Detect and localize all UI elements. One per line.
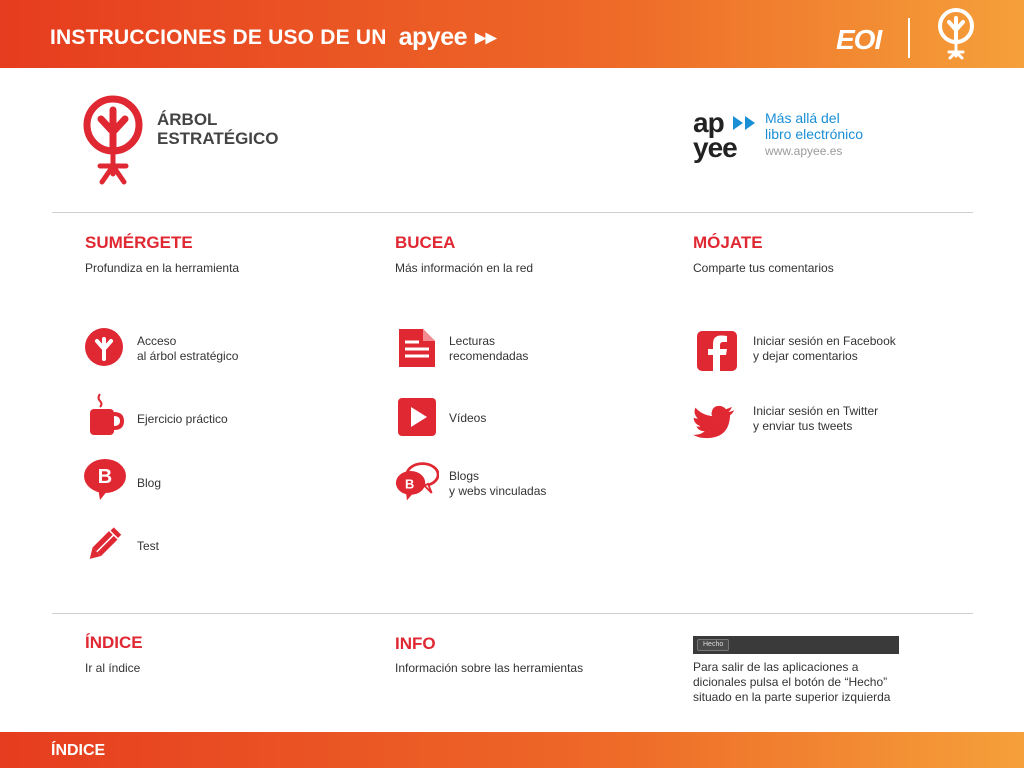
- hecho-toolbar-illustration: [693, 636, 899, 654]
- apyee-tagline-line2: libro electrónico: [765, 126, 864, 142]
- hecho-note-line3: situado en la parte superior izquierda: [693, 690, 891, 704]
- item-label-line2: y webs vinculadas: [449, 484, 547, 498]
- item-label-line1: Iniciar sesión en Twitter: [753, 404, 879, 418]
- section-subtitle-info: Información sobre las herramientas: [395, 661, 584, 675]
- header-brand-arrows-icon: ▸▸: [475, 26, 497, 49]
- apyee-tagline-line1: Más allá del: [765, 110, 840, 126]
- arbol-title-line2: ESTRATÉGICO: [157, 129, 279, 148]
- item-twitter[interactable]: [692, 400, 932, 444]
- section-subtitle-mojate: Comparte tus comentarios: [693, 261, 834, 275]
- item-label: Vídeos: [449, 411, 487, 425]
- item-label-line1: Blogs: [449, 469, 480, 483]
- section-subtitle-sumergete: Profundiza en la herramienta: [85, 261, 240, 275]
- item-blog[interactable]: [84, 458, 284, 502]
- apyee-arrows-icon: [733, 116, 757, 130]
- header-brand: apyee: [398, 23, 468, 51]
- hecho-note: [693, 660, 890, 705]
- item-facebook[interactable]: [696, 330, 936, 374]
- apyee-tagline: [765, 110, 863, 142]
- arbol-title: [157, 110, 279, 148]
- item-blogs-webs[interactable]: [395, 460, 595, 504]
- item-label-line2: recomendadas: [449, 349, 529, 363]
- apyee-url: www.apyee.es: [765, 144, 843, 158]
- section-subtitle-indice: Ir al índice: [85, 661, 141, 675]
- hecho-note-line1: Para salir de las aplicaciones a: [693, 660, 859, 674]
- item-ejercicio-practico[interactable]: [84, 392, 284, 436]
- header-title: [50, 22, 497, 51]
- play-icon: [397, 397, 441, 441]
- item-label: Test: [137, 539, 160, 553]
- item-label-line2: al árbol estratégico: [137, 349, 239, 363]
- item-acceso-arbol[interactable]: [84, 327, 284, 371]
- twitter-bird-icon: [692, 400, 736, 444]
- header-bar: [0, 0, 1024, 68]
- hecho-note-line2: dicionales pulsa el botón de “Hecho”: [693, 675, 888, 689]
- item-label: Ejercicio práctico: [137, 412, 228, 426]
- facebook-icon: [696, 330, 740, 374]
- item-test[interactable]: [84, 522, 284, 566]
- item-lecturas[interactable]: [397, 327, 597, 371]
- apyee-wordmark: [693, 107, 737, 163]
- document-icon: [397, 327, 441, 371]
- tree-icon: [936, 6, 976, 64]
- pencil-icon: [84, 522, 128, 566]
- item-label-line2: y enviar tus tweets: [753, 419, 853, 433]
- footer-indice-link[interactable]: ÍNDICE: [51, 742, 106, 759]
- header-title-text: INSTRUCCIONES DE USO DE UN: [50, 26, 387, 49]
- section-title-indice[interactable]: ÍNDICE: [85, 633, 143, 652]
- section-subtitle-bucea: Más información en la red: [395, 261, 534, 275]
- eoi-logo: EOI: [836, 24, 882, 55]
- divider-bottom: [52, 613, 973, 614]
- blog-bubble-icon: [84, 458, 128, 502]
- apyee-word-line2: yee: [693, 132, 737, 163]
- tree-circle-icon: [84, 327, 128, 371]
- section-title-info[interactable]: INFO: [395, 634, 436, 653]
- header-divider: [908, 18, 910, 58]
- item-label-line2: y dejar comentarios: [753, 349, 858, 363]
- arbol-tree-icon: [82, 94, 144, 188]
- hecho-button: Hecho: [697, 639, 729, 651]
- item-label-line1: Lecturas: [449, 334, 496, 348]
- item-label-line1: Iniciar sesión en Facebook: [753, 334, 896, 348]
- svg-text:B: B: [405, 476, 415, 492]
- apyee-word-line1: ap: [693, 107, 724, 138]
- item-label: Blog: [137, 476, 162, 490]
- coffee-cup-icon: [84, 392, 128, 436]
- svg-text:B: B: [97, 466, 113, 488]
- section-title-sumergete: SUMÉRGETE: [85, 233, 193, 252]
- item-label-line1: Acceso: [137, 334, 177, 348]
- chat-bubbles-icon: [395, 460, 439, 504]
- divider-top: [52, 212, 973, 213]
- arbol-title-line1: ÁRBOL: [157, 110, 218, 129]
- section-title-mojate: MÓJATE: [693, 233, 763, 252]
- item-videos[interactable]: [397, 397, 597, 441]
- section-title-bucea: BUCEA: [395, 233, 456, 252]
- footer-bar: [0, 732, 1024, 768]
